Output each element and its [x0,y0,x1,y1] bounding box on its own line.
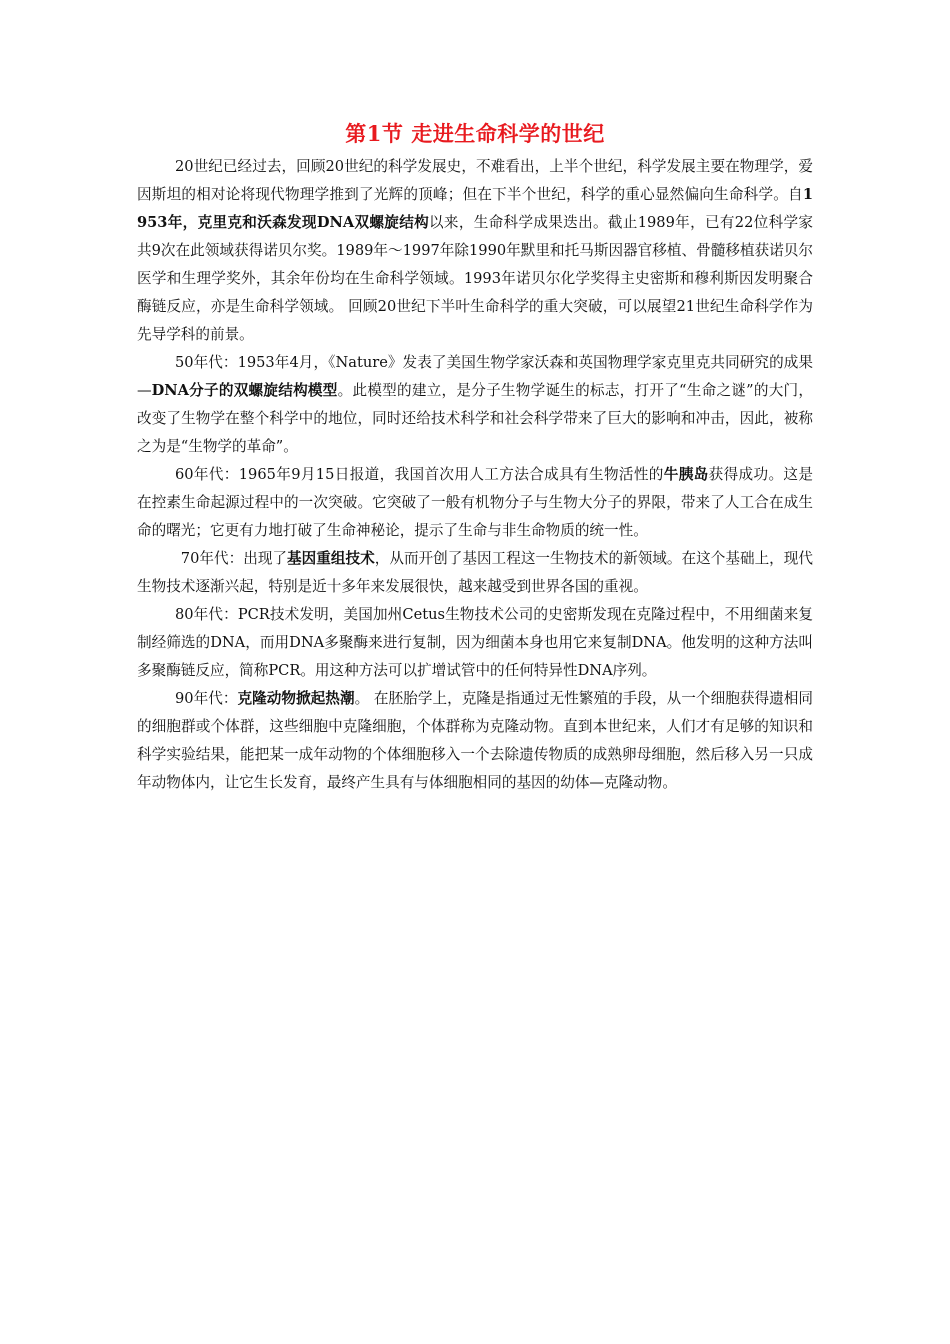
document-body [137,153,813,797]
paragraph-text: 90年代： [174,690,238,707]
paragraph [137,349,813,461]
paragraph-text: 70年代：出现了 [180,550,288,567]
paragraph-text: 获得成功。这是在控素生命起源过程中的一次突破。它突破了一般有机物分子与生物大分子的界限，带来了人工合在成生命的曙光；它更有力地打破了生命神秘论，提示了生命与非生命物质的统一性。 [137,466,813,539]
paragraph [137,461,813,545]
paragraph-text: 。 在胚胎学上，克隆是指通过无性繁殖的手段，从一个细胞获得遗相同的细胞群或个体群，这些细胞中克隆细胞，个体群称为克隆动物。直到本世纪来，人们才有足够的知识和科学实验结果，能把某一成年动物的个体细胞移入一个去除遗传物质的成熟卵母细胞，然后移入另一只成年动物体内，让它生长发育，最终产生具有与体细胞相同的基因的幼体—克隆动物。 [137,690,813,791]
emphasis-text: DNA分子的双螺旋结构模型 [151,382,338,399]
paragraph-text: 以来，生命科学成果迭出。截止1989年，已有22位科学家共9次在此领域获得诺贝尔奖。1989年～1997年除1990年默里和托马斯因器官移植、骨髓移植获诺贝尔医学和生理学奖外，其余年份均在生命科学领域。1993年诺贝尔化学奖得主史密斯和穆利斯因发明聚合酶链反应，亦是生命科学领域。 回顾20世纪下半叶生命科学的重大突破，可以展望21世纪生命科学作为先导学科的前景。 [137,214,813,343]
paragraph-text: 50年代：1953年4月，《Nature》发表了美国生物学家沃森和英国物理学家克里克共同研究的成果— [137,354,813,399]
paragraph [137,545,813,601]
emphasis-text: 1953年，克里克和沃森发现DNA双螺旋结构 [137,186,813,231]
emphasis-text: 基因重组技术 [287,550,375,567]
paragraph-text: 60年代：1965年9月15日报道，我国首次用人工方法合成具有生物活性的 [174,466,664,483]
emphasis-text: 克隆动物掀起热潮 [237,690,355,707]
paragraph [137,601,813,685]
paragraph [137,153,813,349]
page-title: 第1节 走进生命科学的世纪 [345,121,605,146]
paragraph-text: 。此模型的建立，是分子生物学诞生的标志，打开了“生命之谜”的大门，改变了生物学在整个科学中的地位，同时还给技术科学和社会科学带来了巨大的影响和冲击，因此，被称之为是“生物学的革命”。 [137,382,813,455]
emphasis-text: 牛胰岛 [663,466,709,483]
document-page [137,119,813,797]
paragraph-text: 20世纪已经过去，回顾20世纪的科学发展史，不难看出，上半个世纪，科学发展主要在物理学，爱因斯坦的相对论将现代物理学推到了光辉的顶峰；但在下半个世纪，科学的重心显然偏向生命科学。自 [137,158,813,203]
paragraph [137,685,813,797]
paragraph-text: 80年代：PCR技术发明，美国加州Cetus生物技术公司的史密斯发现在克隆过程中，不用细菌来复制经筛选的DNA，而用DNA多聚酶来进行复制，因为细菌本身也用它来复制DNA。他发明的这种方法叫多聚酶链反应，简称PCR。用这种方法可以扩增试管中的任何特异性DNA序列。 [137,606,813,679]
paragraph-text: ，从而开创了基因工程这一生物技术的新领域。在这个基础上，现代生物技术逐渐兴起，特别是近十多年来发展很快，越来越受到世界各国的重视。 [137,550,813,595]
